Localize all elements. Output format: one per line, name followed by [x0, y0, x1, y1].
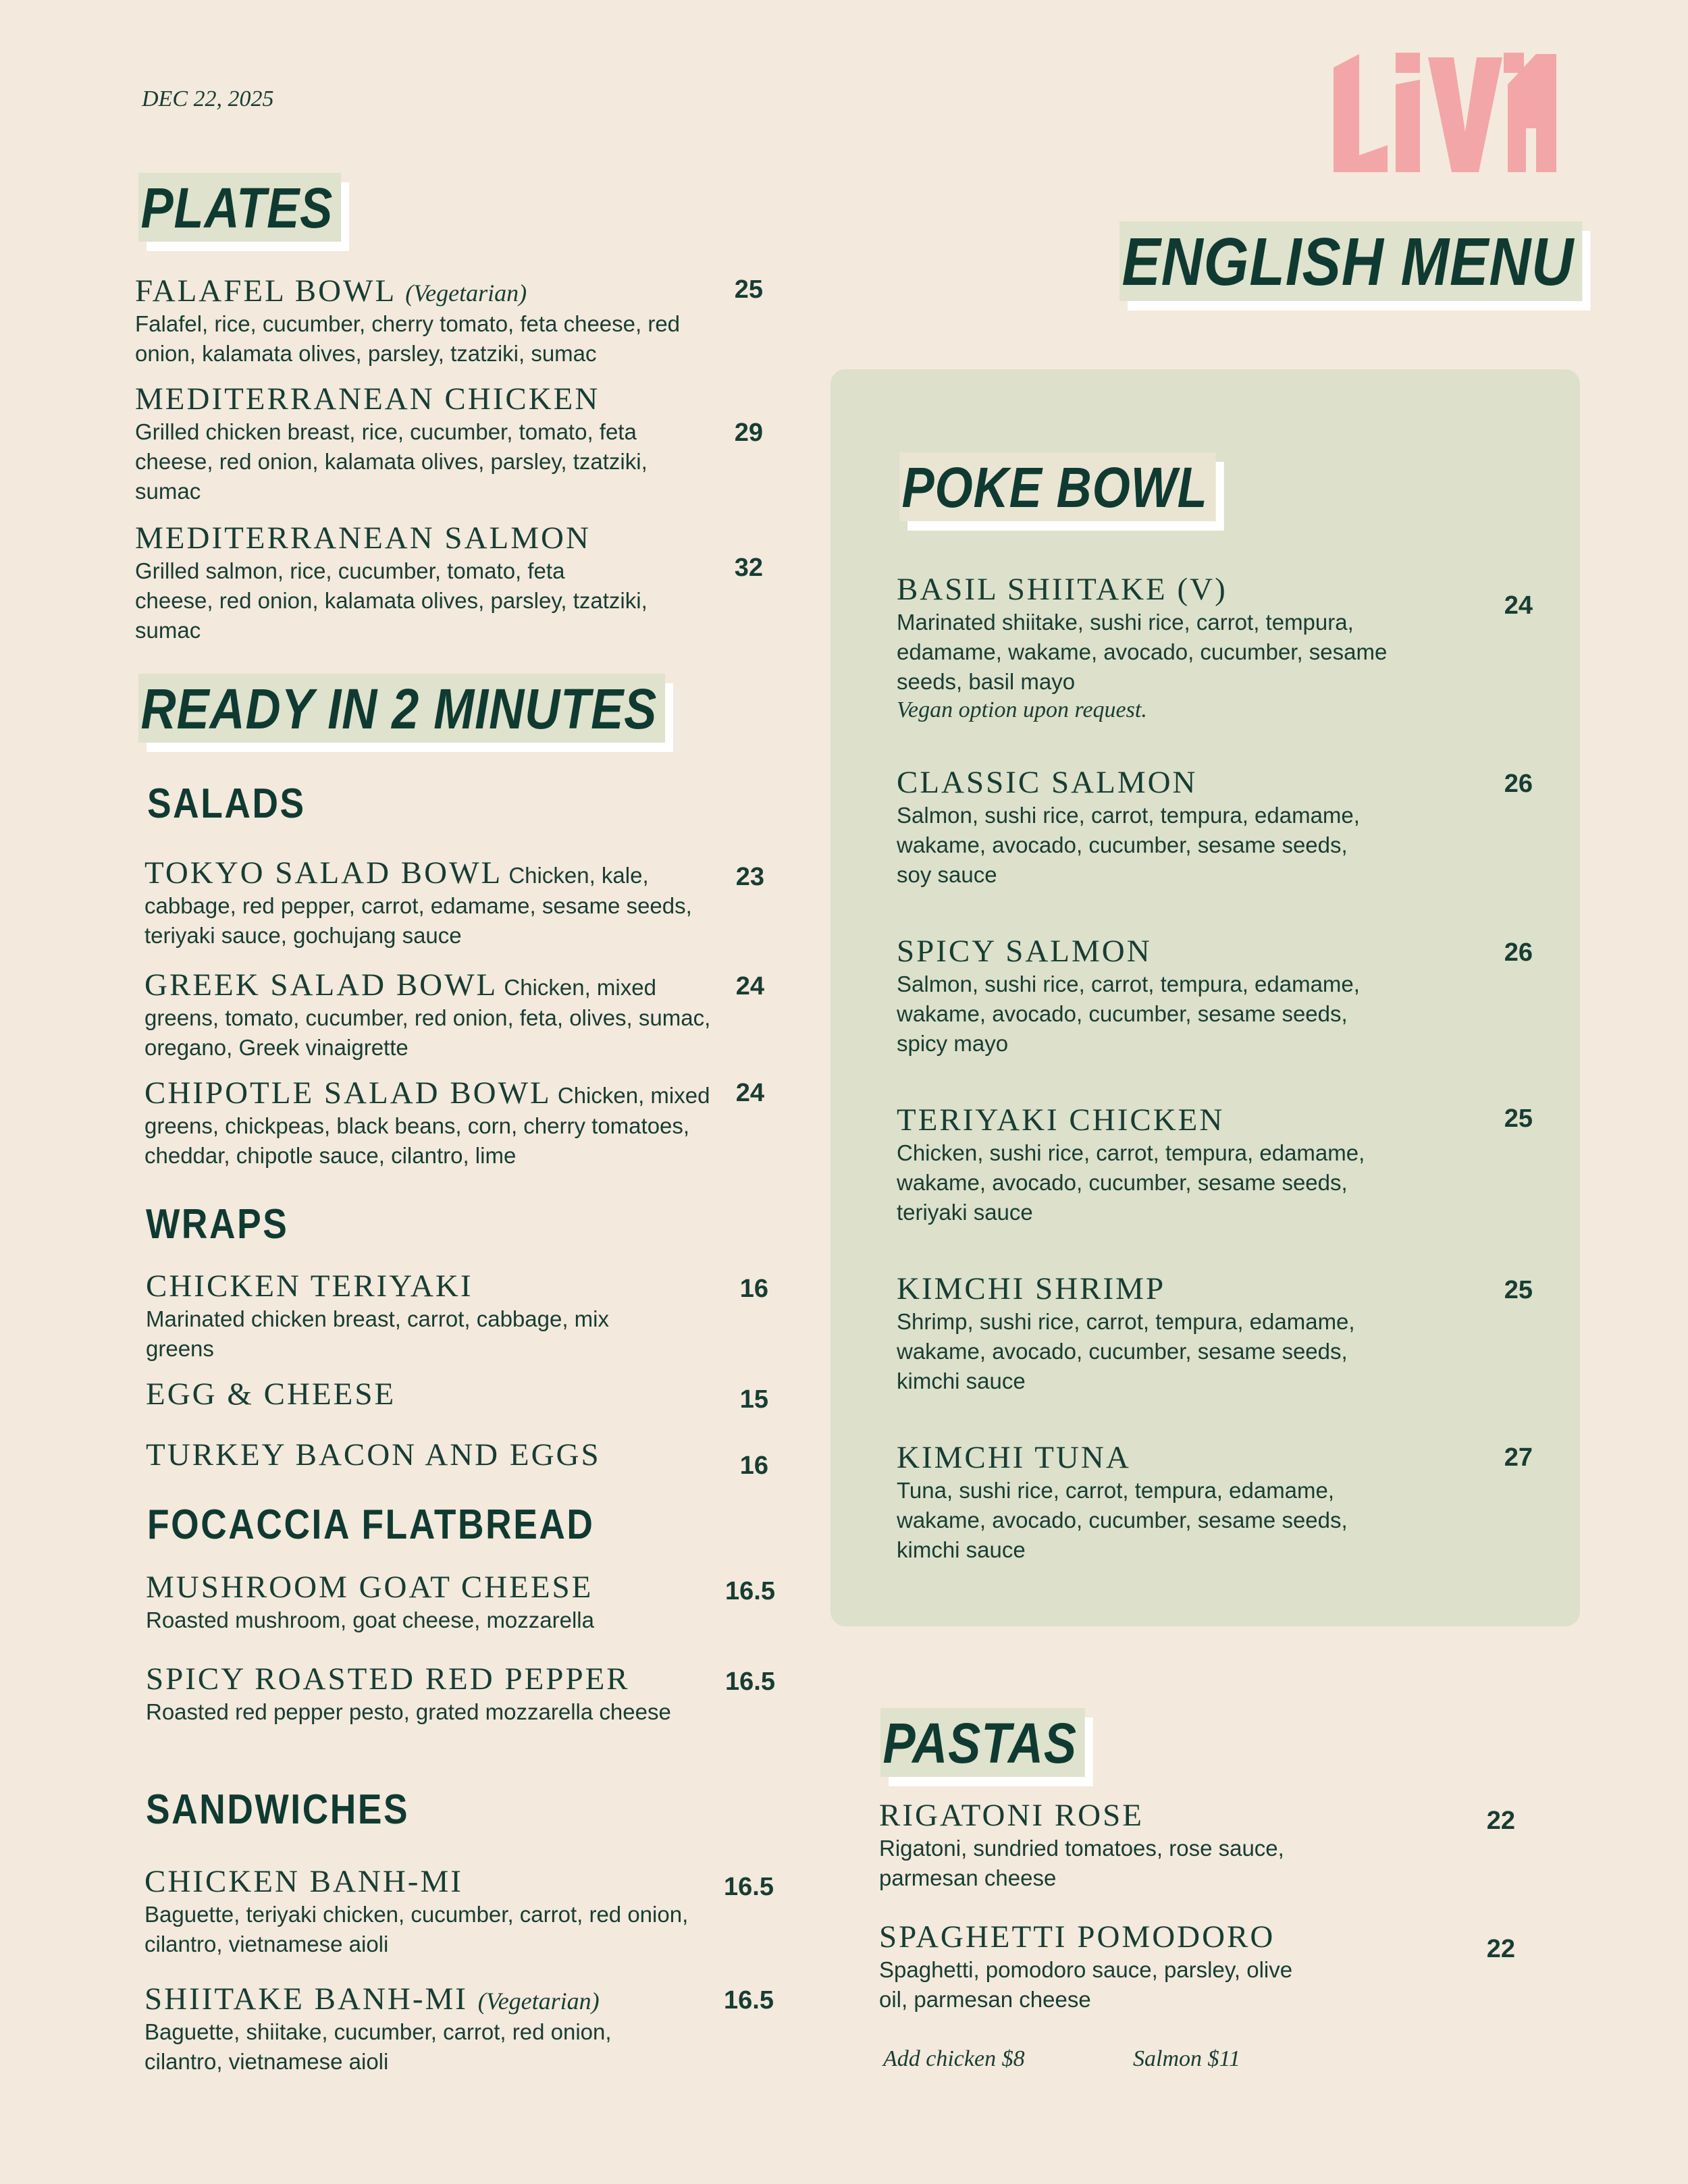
item-price: 16.5	[725, 1577, 775, 1605]
item-desc: cabbage, red pepper, carrot, edamame, sesame seeds, teriyaki sauce, gochujang sauce	[144, 893, 692, 948]
item-name: SPICY SALMON	[897, 934, 1152, 969]
item-desc-inline: Chicken, mixed	[504, 975, 656, 1000]
item-name: CHIPOTLE SALAD BOWL	[144, 1075, 552, 1111]
item-tag: (Vegetarian)	[477, 1988, 600, 2015]
item-name: MUSHROOM GOAT CHEESE	[146, 1570, 594, 1605]
item-name: GREEK SALAD BOWL	[144, 967, 498, 1003]
item-name: MEDITERRANEAN CHICKEN	[135, 381, 600, 417]
item-name: CHICKEN BANH-MI	[144, 1864, 463, 1899]
item-name: FALAFEL BOWL	[135, 273, 396, 309]
item-name: SHIITAKE BANH-MI	[144, 1981, 468, 2017]
item-price: 16.5	[724, 1873, 774, 1901]
item-desc-inline: Chicken, kale,	[508, 863, 649, 888]
poke-item	[897, 1103, 1369, 1227]
wrap-item	[146, 1377, 740, 1412]
wrap-item	[146, 1269, 686, 1364]
plates-item	[135, 382, 729, 506]
item-price: 16.5	[725, 1668, 775, 1696]
item-desc: Salmon, sushi rice, carrot, tempura, edamame, wakame, avocado, cucumber, sesame seeds, soy sauce	[897, 802, 1360, 887]
menu-title: ENGLISH MENU	[1119, 221, 1582, 301]
item-price: 16.5	[724, 1986, 774, 2015]
item-name: TOKYO SALAD BOWL	[144, 855, 503, 890]
salad-item	[144, 856, 732, 951]
item-name: EGG & CHEESE	[146, 1377, 396, 1412]
poke-item	[897, 1441, 1410, 1565]
item-price: 15	[739, 1385, 768, 1414]
focaccia-item	[146, 1570, 740, 1635]
addon-chicken: Add chicken $8	[883, 2046, 1025, 2071]
item-price: 23	[735, 863, 764, 891]
plates-item	[135, 274, 729, 369]
item-desc: Chicken, sushi rice, carrot, tempura, edamame, wakame, avocado, cucumber, sesame seeds, teriyaki sauce	[897, 1140, 1365, 1225]
item-desc: Spaghetti, pomodoro sauce, parsley, olive oil, parmesan cheese	[879, 1956, 1293, 2012]
item-price: 16	[739, 1451, 768, 1480]
item-note: Vegan option upon request.	[897, 697, 1147, 722]
item-name: KIMCHI SHRIMP	[897, 1271, 1166, 1306]
item-price: 24	[1504, 591, 1533, 620]
item-name: CHICKEN TERIYAKI	[146, 1269, 473, 1304]
item-price: 22	[1486, 1935, 1515, 1963]
focaccia-heading: FOCACCIA FLATBREAD	[147, 1501, 595, 1548]
item-tag: (Vegetarian)	[405, 279, 527, 307]
item-desc: Grilled chicken breast, rice, cucumber, tomato, feta cheese, red onion, kalamata olives, parsley, tzatziki, sumac	[135, 419, 648, 504]
item-desc: Marinated shiitake, sushi rice, carrot, tempura, edamame, wakame, avocado, cucumber, sesame seeds, basil mayo	[897, 609, 1388, 694]
pasta-item	[879, 1799, 1392, 1893]
item-desc: Rigatoni, sundried tomatoes, rose sauce, parmesan cheese	[879, 1835, 1284, 1890]
item-desc: Grilled salmon, rice, cucumber, tomato, feta cheese, red onion, kalamata olives, parsley, tzatziki, sumac	[135, 558, 648, 643]
wrap-item	[146, 1438, 740, 1473]
item-name: KIMCHI TUNA	[897, 1440, 1131, 1475]
item-desc: Falafel, rice, cucumber, cherry tomato, feta cheese, red onion, kalamata olives, parsley, tzatziki, sumac	[135, 311, 681, 366]
wraps-heading: WRAPS	[146, 1201, 289, 1248]
item-desc: Marinated chicken breast, carrot, cabbage, mix greens	[146, 1306, 609, 1361]
item-name: SPAGHETTI POMODORO	[879, 1919, 1275, 1954]
item-name: RIGATONI ROSE	[879, 1798, 1144, 1833]
poke-item	[897, 766, 1369, 890]
item-desc: Roasted mushroom, goat cheese, mozzarella	[146, 1607, 594, 1632]
sandwich-item	[144, 1865, 739, 1959]
salad-item	[144, 968, 718, 1063]
item-price: 26	[1504, 770, 1533, 798]
brand-text: LiViA	[1334, 38, 1359, 50]
item-name: MEDITERRANEAN SALMON	[135, 521, 591, 556]
poke-item	[897, 934, 1369, 1059]
item-name: SPICY ROASTED RED PEPPER	[146, 1661, 630, 1697]
pasta-item	[879, 1920, 1392, 2015]
plates-heading: PLATES	[138, 173, 341, 242]
sandwiches-heading: SANDWICHES	[146, 1786, 410, 1833]
item-name: TERIYAKI CHICKEN	[897, 1102, 1225, 1138]
livia-logo	[1334, 38, 1556, 182]
item-price: 16	[739, 1275, 768, 1303]
item-desc: mixed greens, chickpeas, black beans, corn, cherry tomatoes, cheddar, chipotle sauce, cilantro, lime	[144, 1083, 710, 1168]
menu-date: DEC 22, 2025	[142, 86, 274, 111]
poke-heading: POKE BOWL	[899, 452, 1216, 521]
item-name: BASIL SHIITAKE (V)	[897, 572, 1228, 607]
item-name: CLASSIC SALMON	[897, 765, 1198, 800]
poke-item	[897, 572, 1396, 724]
focaccia-item	[146, 1662, 740, 1727]
item-desc: Roasted red pepper pesto, grated mozzarella cheese	[146, 1699, 671, 1724]
addon-salmon: Salmon $11	[1133, 2046, 1240, 2071]
salads-heading: SALADS	[147, 780, 306, 827]
item-desc: greens, tomato, cucumber, red onion, feta, olives, sumac, oregano, Greek vinaigrette	[144, 1005, 711, 1060]
item-name: TURKEY BACON AND EGGS	[146, 1437, 601, 1472]
poke-item	[897, 1272, 1369, 1396]
item-price: 27	[1504, 1443, 1533, 1472]
plates-item	[135, 521, 729, 645]
item-desc-inline: Chicken,	[557, 1083, 645, 1108]
item-price: 24	[735, 972, 764, 1001]
ready-heading: READY IN 2 MINUTES	[138, 674, 665, 743]
pastas-heading: PASTAS	[880, 1708, 1085, 1777]
item-desc: Salmon, sushi rice, carrot, tempura, edamame, wakame, avocado, cucumber, sesame seeds, spicy mayo	[897, 971, 1360, 1056]
item-price: 29	[734, 419, 763, 447]
item-price: 32	[734, 554, 763, 582]
item-price: 22	[1486, 1807, 1515, 1835]
item-desc: Baguette, shiitake, cucumber, carrot, red onion, cilantro, vietnamese aioli	[144, 2019, 612, 2074]
salad-item	[144, 1076, 732, 1171]
item-price: 25	[1504, 1104, 1533, 1133]
item-price: 24	[735, 1079, 764, 1107]
item-price: 26	[1504, 938, 1533, 967]
item-desc: Baguette, teriyaki chicken, cucumber, carrot, red onion, cilantro, vietnamese aioli	[144, 1901, 689, 1956]
item-desc: Tuna, sushi rice, carrot, tempura, edamame, wakame, avocado, cucumber, sesame seeds, kimchi sauce	[897, 1477, 1348, 1562]
sandwich-item	[144, 1982, 739, 2077]
item-desc: Shrimp, sushi rice, carrot, tempura, edamame, wakame, avocado, cucumber, sesame seeds, kimchi sauce	[897, 1308, 1355, 1393]
item-price: 25	[734, 275, 763, 304]
item-price: 25	[1504, 1276, 1533, 1304]
